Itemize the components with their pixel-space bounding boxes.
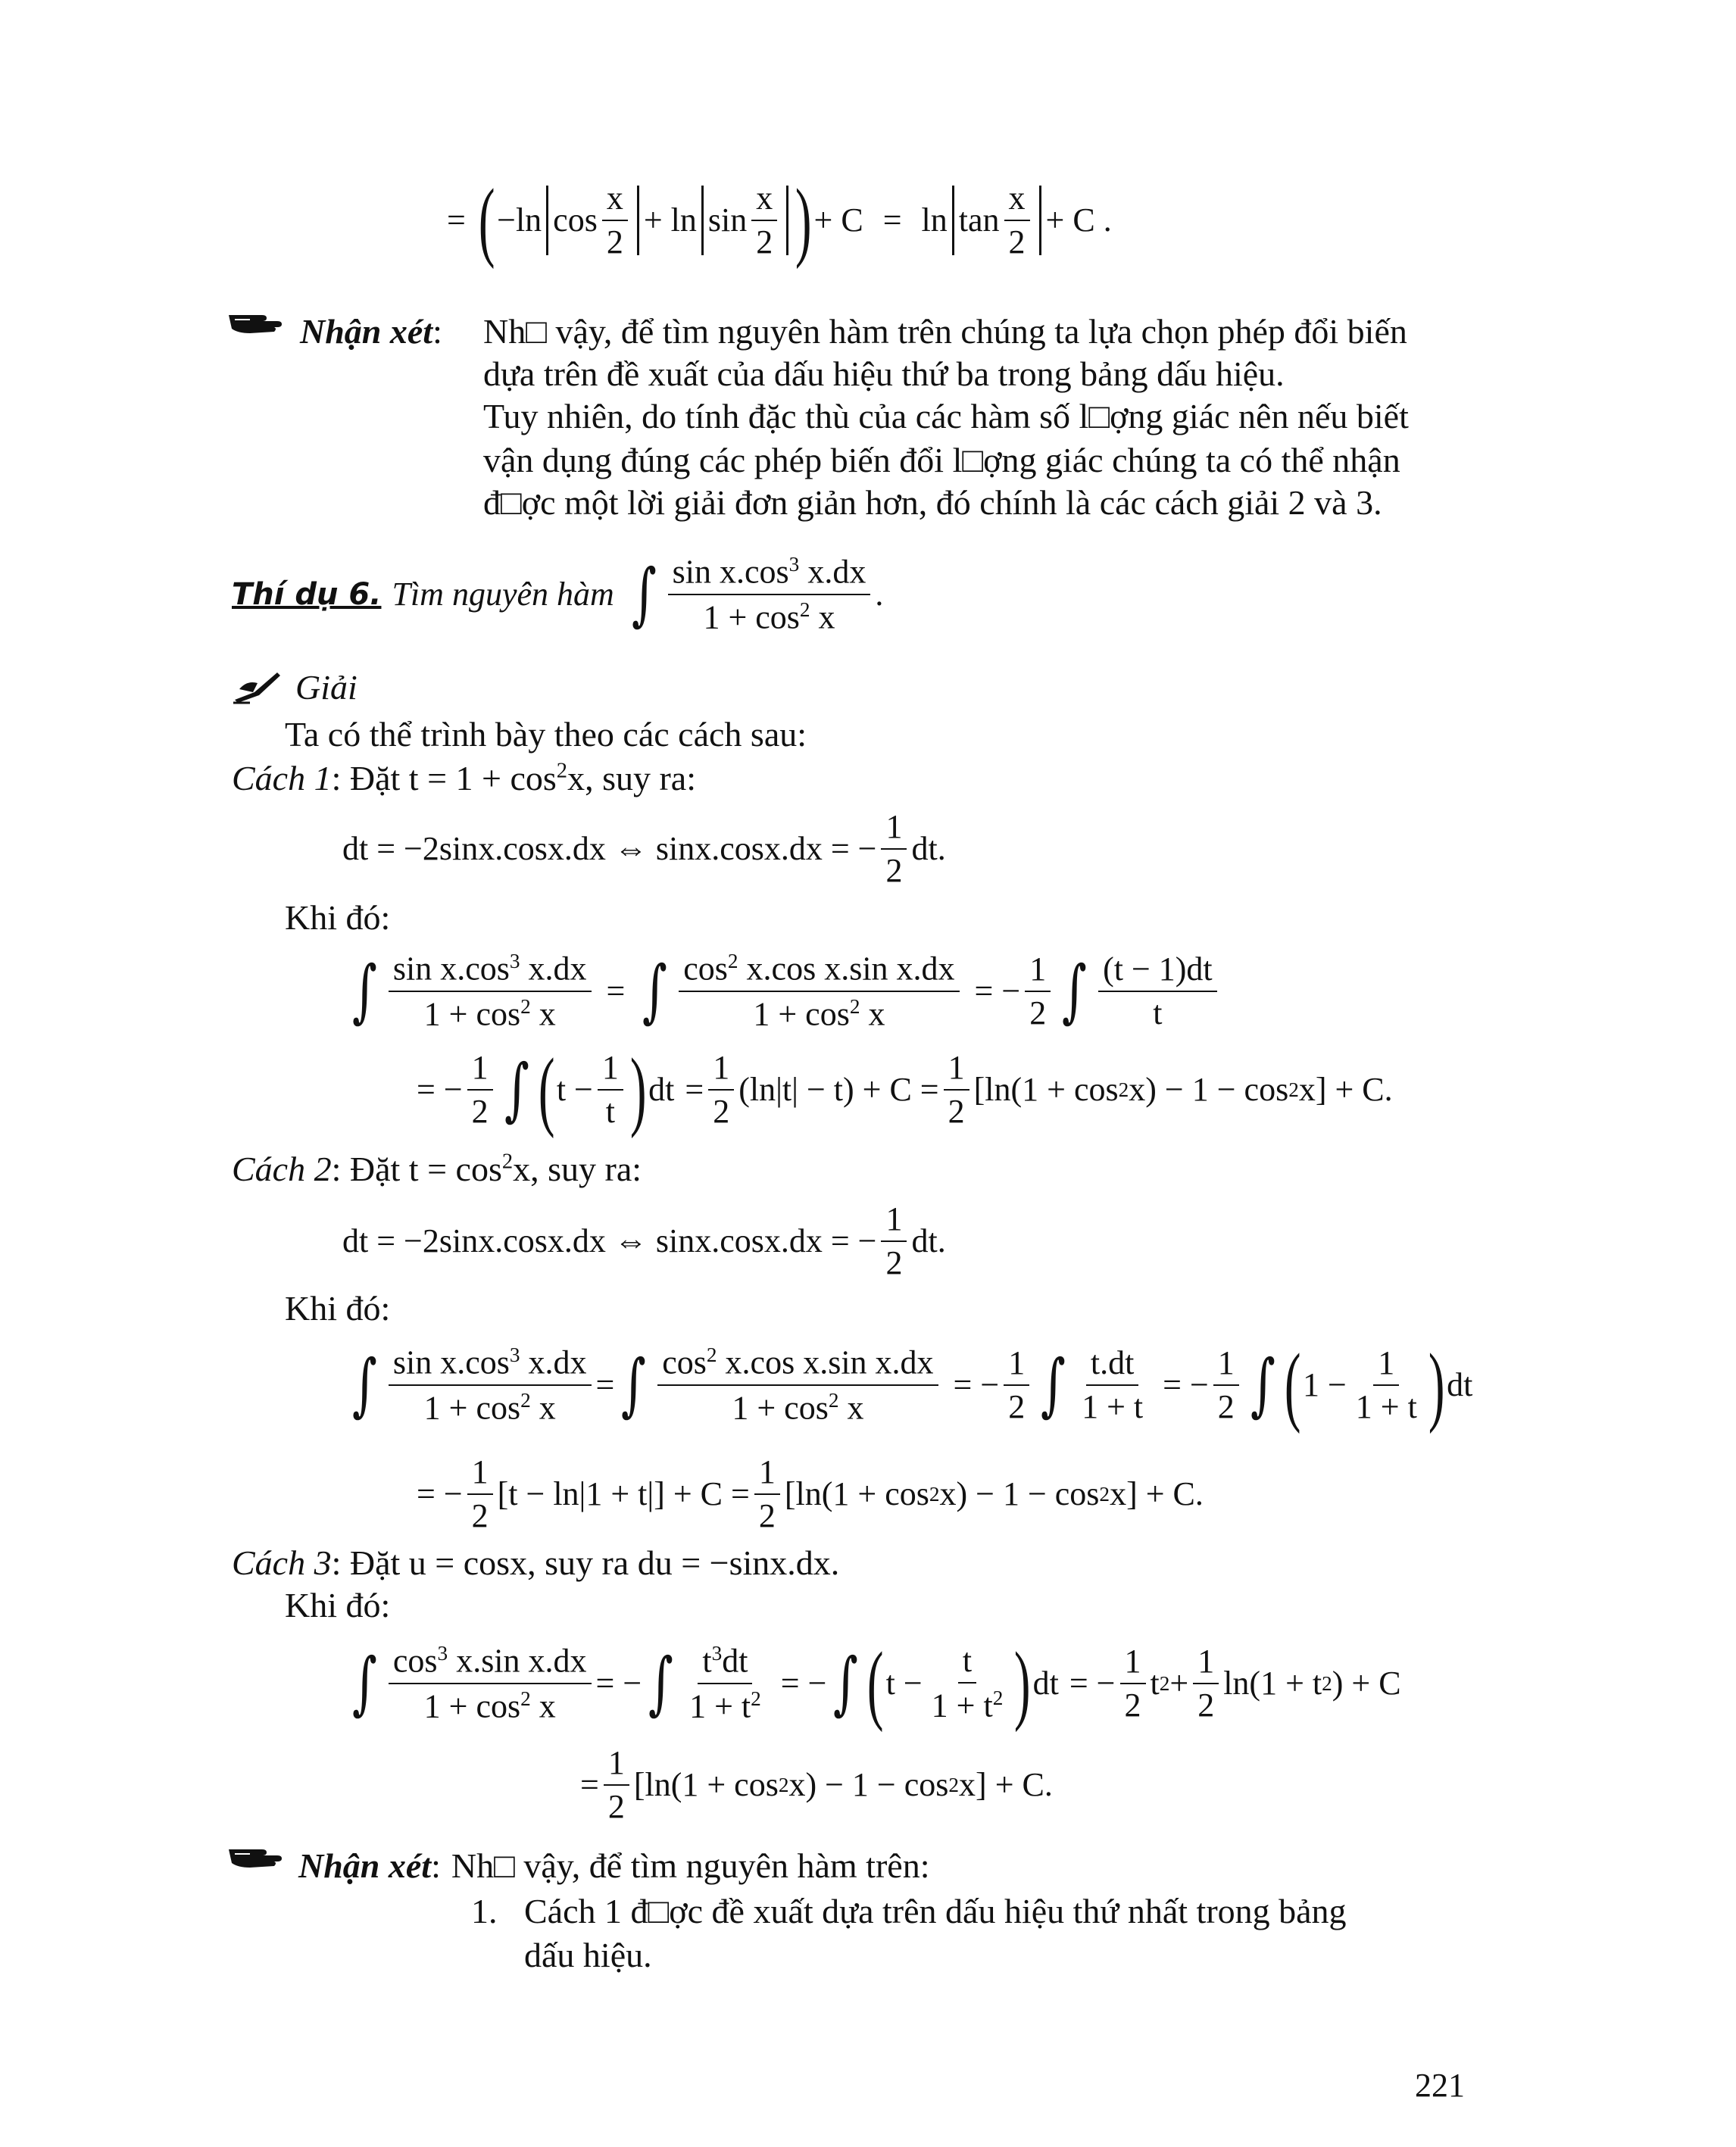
method3-line2: = $\frac{1}{2}$ [ln(1 + cos 2 x) − 1 − cos 2 x] + C. bbox=[580, 1744, 1053, 1826]
method2-then: Khi đó: bbox=[285, 1289, 391, 1328]
method1-line2: = − $\frac{1}{2}$ ∫ ( t − $\frac{1}{t}$ ) dt = $\frac{1}{2}$ (ln|t| − t) + C = $\frac{1}{2}$ [ln(1 + cos 2 x) − 1 − cos 2 x] + C. bbox=[417, 1040, 1393, 1139]
remark1-line-3: Tuy nhiên, do tính đặc thù của các hàm số l□ợng giác nên nếu biết bbox=[483, 397, 1409, 435]
integral-symbol: ∫ bbox=[631, 554, 657, 635]
remark1-heading: Nhận xét: bbox=[300, 312, 442, 351]
pointing-hand-icon bbox=[227, 306, 285, 336]
remark2-item-line-2: dấu hiệu. bbox=[524, 1936, 652, 1974]
example6-title: Thí dụ 6. bbox=[232, 577, 382, 613]
page-number: 221 bbox=[1415, 2067, 1465, 2104]
remark1-line-2: dựa trên đề xuất của dấu hiệu thứ ba trong bảng dấu hiệu. bbox=[483, 354, 1285, 393]
remark2-heading: Nhận xét: Nh□ vậy, để tìm nguyên hàm trên: bbox=[298, 1846, 930, 1885]
method2-dt: dt = −2sinx.cosx.dx ⇔ sinx.cosx.dx = − $\frac{1}{2}$ dt. bbox=[342, 1200, 946, 1282]
remark1-line-5: đ□ợc một lời giải đơn giản hơn, đó chính là các cách giải 2 và 3. bbox=[483, 483, 1382, 522]
remark1-label: Nhận xét bbox=[300, 312, 433, 351]
method1-heading: Cách 1: Đặt $t = 1 + \cos^2x$, suy ra: bbox=[232, 759, 696, 797]
writing-hand-icon bbox=[232, 669, 282, 704]
solution-intro: Ta có thể trình bày theo các cách sau: bbox=[285, 715, 807, 754]
remark1-line-1: Nh□ vậy, để tìm nguyên hàm trên chúng ta lựa chọn phép đổi biến bbox=[483, 312, 1407, 351]
method1-then: Khi đó: bbox=[285, 898, 391, 937]
method2-heading: Cách 2: Đặt $t = \cos^2x$, suy ra: bbox=[232, 1150, 642, 1188]
remark2-item-line-1: Cách 1 đ□ợc đề xuất dựa trên dấu hiệu thứ nhất trong bảng bbox=[524, 1892, 1347, 1930]
method3-line1: ∫ $\frac{\cos^3 x.\sin x.dx}{1 + \cos^2 x}$ = − ∫ $\frac{t^3dt}{1 + t^2}$ = − ∫ ( t − $\frac{t}{1 + t^2}$ ) dt = − $\frac{1}{2}$ t 2 + $\frac{1}{2}$ ln(1 + t 2 ) + C bbox=[352, 1634, 1401, 1733]
example6-statement: Thí dụ 6. Tìm nguyên hàm ∫ $\frac{\sin x.\cos^3 x.dx}{1 + \cos^2 x}$ . bbox=[232, 553, 884, 636]
method2-line2: = − $\frac{1}{2}$ [t − ln|1 + t|] + C = $\frac{1}{2}$ [ln(1 + cos 2 x) − 1 − cos 2 x] + C. bbox=[417, 1453, 1204, 1535]
solution-label: Giải bbox=[295, 668, 358, 707]
method3-then: Khi đó: bbox=[285, 1586, 391, 1624]
equation-top: = ( −ln cos $\frac{x}{2}$ + ln sin $\frac{x}{2}$ ) + C = ln tan $\frac{x}{2}$ + C . bbox=[447, 170, 1112, 270]
pointing-hand-icon bbox=[227, 1840, 285, 1871]
remark2-item-number: 1. bbox=[471, 1892, 498, 1930]
method2-line1: ∫ $\frac{\sin x.\cos^3 x.dx}{1 + \cos^2 x}$ = ∫ $\frac{\cos^2 x.\cos x.\sin x.dx}{1 + \cos^2 x}$ = − $\frac{1}{2}$ ∫ $\frac{t.dt}{1 + t}$ = − $\frac{1}{2}$ ∫ ( 1 − $\frac{1}{1 + t}$ ) dt bbox=[352, 1335, 1473, 1434]
remark1-line-4: vận dụng đúng các phép biến đổi l□ợng giác chúng ta có thể nhận bbox=[483, 441, 1400, 479]
method1-dt: dt = −2sinx.cosx.dx ⇔ sinx.cosx.dx = − $\frac{1}{2}$ dt. bbox=[342, 808, 946, 890]
method3-heading: Cách 3: Đặt u = cosx, suy ra du = −sinx.dx. bbox=[232, 1543, 840, 1582]
method1-line1: ∫ $\frac{\sin x.\cos^3 x.dx}{1 + \cos^2 x}$ = ∫ $\frac{\cos^2 x.\cos x.\sin x.dx}{1 + \cos^2 x}$ = − $\frac{1}{2}$ ∫ $\frac{(t - 1)dt}{t}$ bbox=[345, 950, 1222, 1033]
